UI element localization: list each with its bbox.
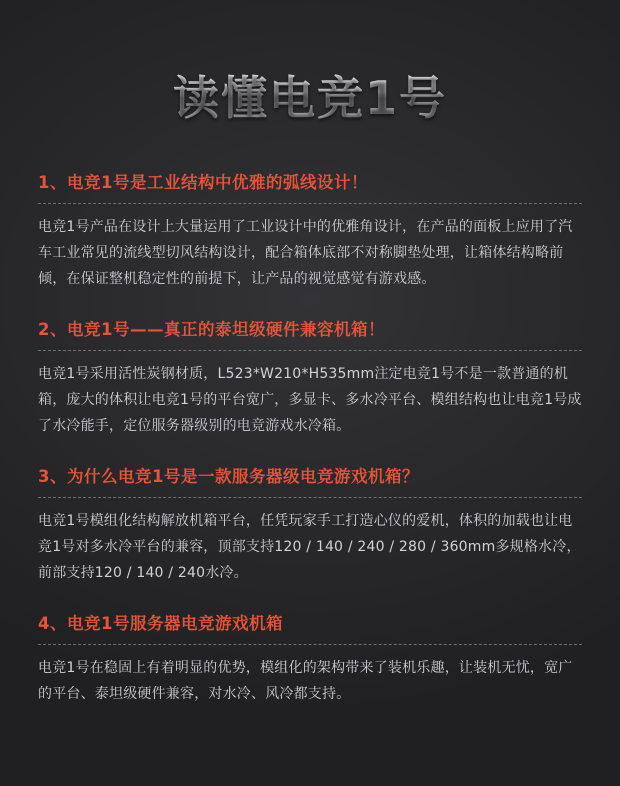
- section-divider: [38, 644, 582, 645]
- content-section-1: [38, 172, 582, 293]
- hero-banner: [38, 0, 582, 172]
- section-divider: [38, 203, 582, 204]
- section-body: 电竞1号在稳固上有着明显的优势，模组化的架构带来了装机乐趣，让装机无忧，宽广的平台、泰坦级硬件兼容，对水冷、风冷都支持。: [38, 660, 573, 702]
- section-heading: 2、电竞1号——真正的泰坦级硬件兼容机箱！: [38, 319, 385, 339]
- content-section-3: [38, 466, 582, 587]
- section-body: 电竞1号采用活性炭钢材质，L523*W210*H535mm注定电竞1号不是一款普通的机箱，庞大的体积让电竞1号的平台宽广，多显卡、多水冷平台、模组结构也让电竞1号成了水冷能手，定位服务器级别的电竞游戏水冷箱。: [38, 366, 582, 434]
- section-heading: 3、为什么电竞1号是一款服务器级电竞游戏机箱？: [38, 466, 419, 486]
- section-body: 电竞1号模组化结构解放机箱平台，任凭玩家手工打造心仪的爱机，体积的加载也让电竞1号对多水冷平台的兼容，顶部支持120 / 140 / 240 / 280 / 360mm多规格水冷，前部支持120 / 140 / 240水冷。: [38, 513, 581, 581]
- section-heading: 4、电竞1号服务器电竞游戏机箱: [38, 613, 283, 633]
- section-heading: 1、电竞1号是工业结构中优雅的弧线设计！: [38, 173, 368, 192]
- section-body: 电竞1号产品在设计上大量运用了工业设计中的优雅角设计，在产品的面板上应用了汽车工业常见的流线型切风结构设计，配合箱体底部不对称脚垫处理，让箱体结构略前倾，在保证整机稳定性的前提下，让产品的视觉感觉有游戏感。: [38, 219, 573, 288]
- section-divider: [38, 497, 582, 498]
- page-title: 读懂电竞1号: [173, 62, 447, 128]
- section-divider: [38, 350, 582, 351]
- content-section-4: [38, 613, 582, 708]
- content-section-2: [38, 319, 582, 440]
